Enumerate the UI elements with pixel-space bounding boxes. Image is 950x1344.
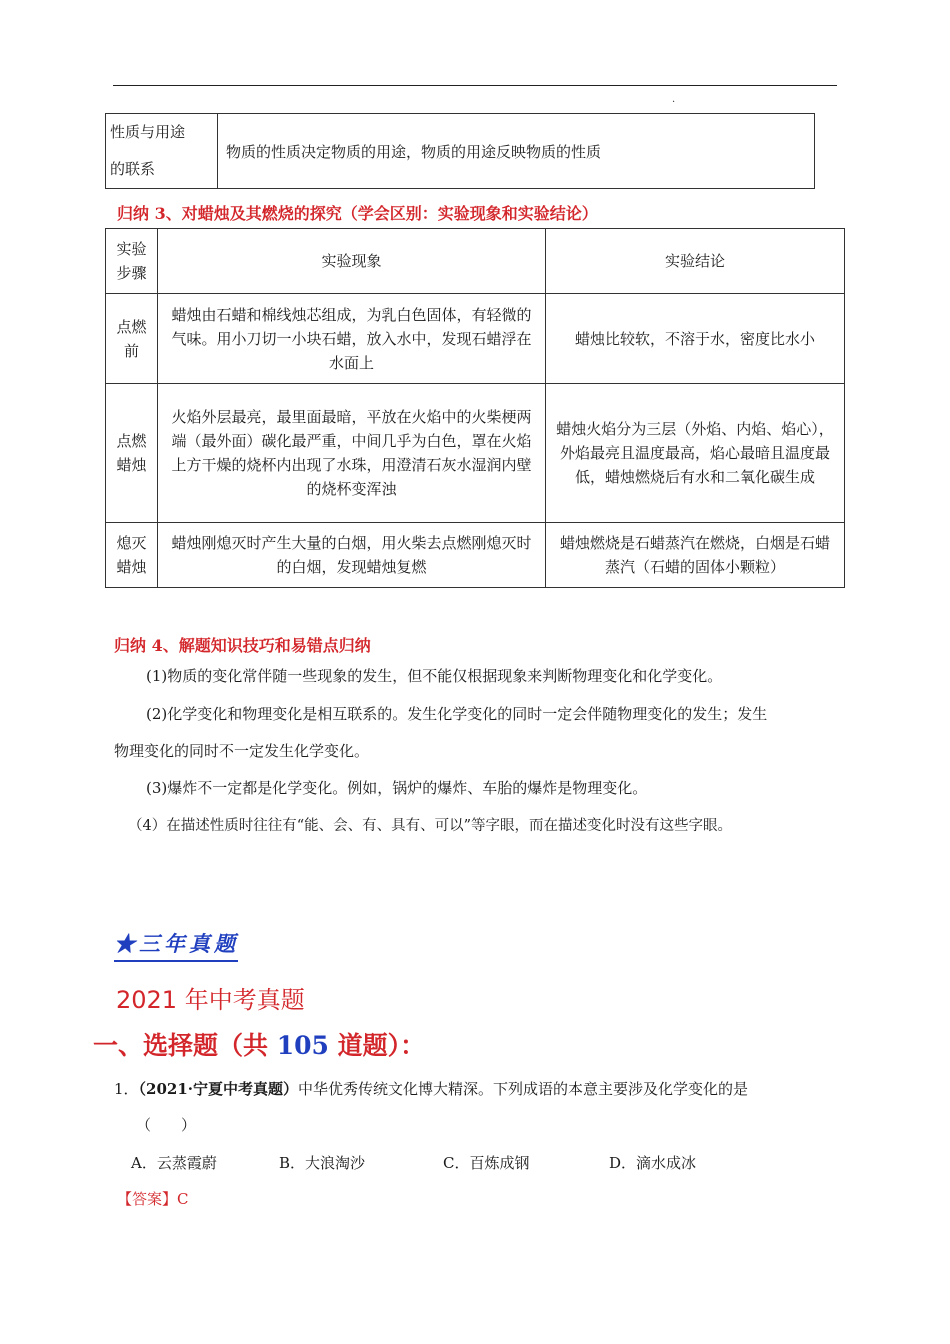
table-header-row — [106, 229, 845, 294]
header-conclusion: 实验结论 — [546, 229, 845, 294]
row-step — [106, 523, 158, 588]
relation-label-cell — [106, 114, 218, 189]
row-phenomenon: 蜡烛刚熄灭时产生大量的白烟，用火柴去点燃刚熄灭时的白烟，发现蜡烛复燃 — [158, 523, 546, 588]
question-blank: （ ） — [136, 1116, 197, 1134]
relation-label-line1: 性质与用途 — [110, 123, 186, 141]
tip-paragraph-2-line1: (2)化学变化和物理变化是相互联系的。发生化学变化的同时一定会伴随物理变化的发生；发生 — [146, 705, 768, 723]
tip-paragraph-3: (3)爆炸不一定都是化学变化。例如，锅炉的爆炸、车胎的爆炸是物理变化。 — [146, 779, 648, 797]
relation-content: 物质的性质决定物质的用途，物质的用途反映物质的性质 — [218, 114, 815, 189]
relation-label-line2: 的联系 — [110, 160, 156, 178]
question-source: （2021·宁夏中考真题） — [138, 1080, 299, 1098]
row-conclusion: 蜡烛比较软，不溶于水，密度比水小 — [546, 294, 845, 384]
section-title-pre: 一、选择题（共 — [93, 1031, 277, 1060]
header-step-line1: 实验 — [116, 240, 147, 258]
question-stem: 中华优秀传统文化博大精深。下列成语的本意主要涉及化学变化的是 — [298, 1080, 749, 1098]
row-step-line1: 熄灭 — [116, 534, 147, 552]
row-step-line2: 蜡烛 — [116, 456, 147, 474]
section4-title: 归纳 4、解题知识技巧和易错点归纳 — [114, 636, 371, 655]
three-years-title: ★三年真题 — [114, 931, 239, 956]
option-d: D．滴水成冰 — [609, 1154, 697, 1172]
row-step — [106, 384, 158, 523]
row-step — [106, 294, 158, 384]
section-title-post: 道题）： — [328, 1031, 426, 1060]
table-row — [106, 294, 845, 384]
header-step — [106, 229, 158, 294]
row-conclusion: 蜡烛火焰分为三层（外焰、内焰、焰心），外焰最亮且温度最高，焰心最暗且温度最低，蜡烛燃烧后有水和二氧化碳生成 — [546, 384, 845, 523]
tip-paragraph-2-line2: 物理变化的同时不一定发生化学变化。 — [114, 742, 370, 760]
tip-paragraph-4: （4）在描述性质时往往有“能、会、有、具有、可以”等字眼，而在描述变化时没有这些字眼。 — [128, 818, 733, 834]
option-c: C．百炼成钢 — [443, 1154, 530, 1172]
year-title: 2021 年中考真题 — [116, 986, 305, 1014]
question-number: 1． — [114, 1080, 139, 1098]
question-1 — [114, 1078, 748, 1099]
relation-table — [105, 113, 815, 189]
table-row — [106, 523, 845, 588]
candle-experiment-table — [105, 228, 845, 588]
answer: 【答案】C — [117, 1190, 189, 1208]
tip-paragraph-1: (1)物质的变化常伴随一些现象的发生，但不能仅根据现象来判断物理变化和化学变化。 — [146, 667, 723, 685]
row-step-line1: 点燃 — [116, 317, 147, 336]
option-a: A．云蒸霞蔚 — [131, 1154, 217, 1172]
choice-section-title — [93, 1026, 425, 1062]
row-step-line2: 蜡烛 — [116, 558, 147, 576]
row-phenomenon: 火焰外层最亮，最里面最暗，平放在火焰中的火柴梗两端（最外面）碳化最严重，中间几乎为白色，罩在火焰上方干燥的烧杯内出现了水珠，用澄清石灰水湿润内壁的烧杯变浑浊 — [158, 384, 546, 523]
option-b: B．大浪淘沙 — [279, 1154, 366, 1172]
header-step-line2: 步骤 — [116, 264, 147, 282]
header-phenomenon: 实验现象 — [158, 229, 546, 294]
row-step-line2: 前 — [123, 341, 139, 360]
table-row — [106, 384, 845, 523]
row-conclusion: 蜡烛燃烧是石蜡蒸汽在燃烧，白烟是石蜡蒸汽（石蜡的固体小颗粒） — [546, 523, 845, 588]
header-rule — [113, 85, 837, 86]
header-dot: . — [672, 94, 676, 105]
row-phenomenon: 蜡烛由石蜡和棉线烛芯组成，为乳白色固体，有轻微的气味。用小刀切一小块石蜡，放入水中，发现石蜡浮在水面上 — [158, 294, 546, 384]
row-step-line1: 点燃 — [116, 432, 147, 450]
section3-title: 归纳 3、对蜡烛及其燃烧的探究（学会区别：实验现象和实验结论） — [117, 204, 598, 223]
section-question-count: 105 — [276, 1031, 329, 1060]
three-years-underline — [114, 960, 238, 962]
